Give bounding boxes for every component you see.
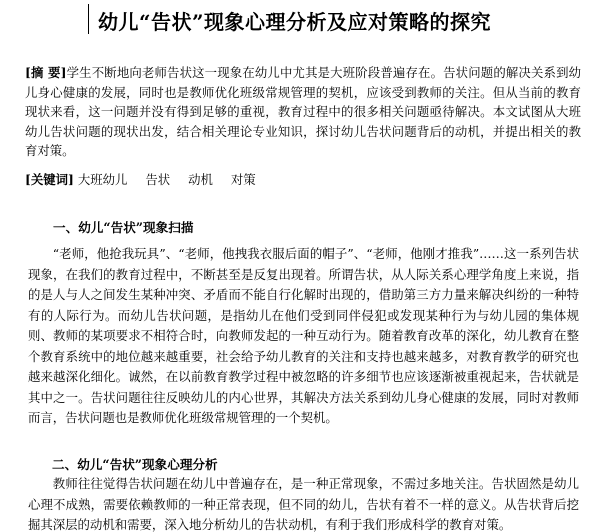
section-heading-1: 一、幼儿“告状”现象扫描 bbox=[53, 220, 194, 235]
keyword: 告状 bbox=[145, 172, 171, 187]
keywords-line bbox=[25, 170, 581, 189]
section-2-paragraph: 教师往往觉得告状问题在幼儿中普遍存在，是一种正常现象，不需过多地关注。告状固然是幼儿心理不成熟，需要依赖教师的一种正常表现，但不同的幼儿，告状有着不一样的意义。从告状背后挖掘其深层的动机和需要，深入地分析幼儿的告状动机，有利于我们形成科学的教育对策。 bbox=[28, 476, 579, 532]
document-title: 幼儿“告状”现象心理分析及应对策略的探究 bbox=[97, 10, 491, 34]
keyword: 大班幼儿 bbox=[77, 172, 128, 187]
keyword: 对策 bbox=[230, 172, 256, 187]
abstract-label: [摘 要] bbox=[25, 65, 67, 80]
keyword: 动机 bbox=[188, 172, 213, 187]
abstract-paragraph bbox=[25, 63, 581, 161]
abstract-text: 学生不断地向老师告状这一现象在幼儿中尤其是大班阶段普遍存在。告状问题的解决关系到幼儿身心健康的发展，同时也是教师优化班级常规管理的契机，应该受到教师的关注。但从当前的教育现状来看，这一问题并没有得到足够的重视，教育过程中的很多相关问题亟待解决。本文试图从大班幼儿告状问题的现状出发，结合相关理论专业知识，探讨幼儿告状问题背后的动机，并提出相关的教育对策。 bbox=[25, 65, 582, 158]
section-1-paragraph: “老师，他抢我玩具”、“老师，他拽我衣服后面的帽子”、“老师，他刚才推我”……这一系列告状现象，在我们的教育过程中，不断甚至是反复出现着。所谓告状，从人际关系心理学角度上来说，指的是人与人之间发生某种冲突、矛盾而不能自行化解时出现的，借助第三方力量来解决纠纷的一种特有的人际行为。而幼儿告状问题，是指幼儿在他们受到同伴侵犯或发现某种行为与幼儿园的集体规则、教师的某项要求不相符合时，向教师发起的一种互动行为。随着教育改革的深化，幼儿教育在整个教育系统中的地位越来越重要，社会给予幼儿教育的关注和支持也越来越多，对教育教学的研究也越来越深化细化。诚然，在以前教育教学过程中被忽略的许多细节也应该逐渐被重视起来，告状就是其中之一。告状问题往往反映幼儿的内心世界，其解决方法关系到幼儿身心健康的发展，同时对教师而言，告状问题也是教师优化班级常规管理的一个契机。 bbox=[28, 246, 579, 425]
keywords-label: [关键词] bbox=[25, 172, 74, 187]
section-heading-2: 二、幼儿“告状”现象心理分析 bbox=[52, 457, 218, 472]
